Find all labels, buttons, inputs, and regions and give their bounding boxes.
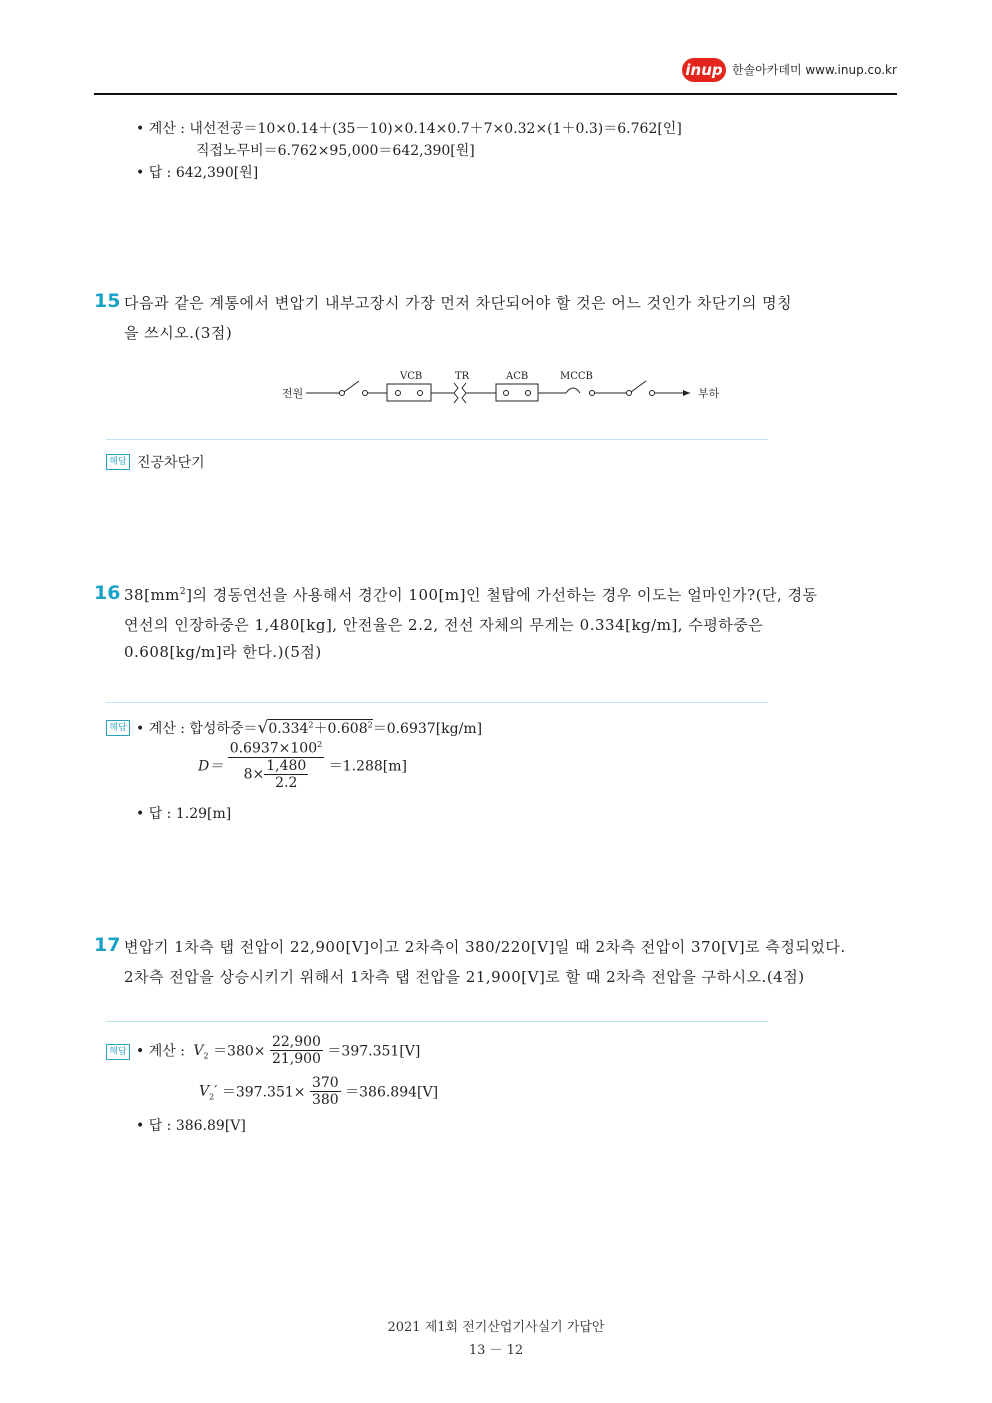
question-number-17: 17 <box>94 934 121 956</box>
q16-calc-line2: D＝ $0.6937\times 100^2$ 8× $\frac{1,480}{2.2}$ ＝1.288[m] <box>198 740 407 791</box>
q17-text-line1: 변압기 1차측 탭 전압이 22,900[V]이고 2차측이 380/220[V]일 때 2차측 전압이 370[V]로 측정되었다. <box>124 938 846 956</box>
footer-title: 2021 제1회 전기산업기사실기 가답안 <box>387 1320 605 1335</box>
q17-calc-line2: $V_2' =397.351\times$ $\frac{370}{380}$ ＝386.894[V] <box>199 1075 439 1108</box>
q17-calc-line1: • 계산 : $V_2 =380\times$ $\frac{22,900}{21,900}$ ＝397.351[V] <box>136 1034 421 1067</box>
q15-text-line2: 을 쓰시오.(3점) <box>124 324 233 342</box>
label-acb: ACB <box>506 371 529 382</box>
answer-badge: 해답 <box>106 1044 130 1060</box>
q16-answer: • 답 : 1.29[m] <box>136 806 232 822</box>
header-rule <box>94 93 897 95</box>
page-number: 13 － 12 <box>468 1343 524 1358</box>
q14-calc-line1: • 계산 : 내선전공＝10×0.14＋(35－10)×0.14×0.7＋7×0.32×(1＋0.3)＝6.762[인] <box>136 121 682 137</box>
q15-text-line1: 다음과 같은 계통에서 변압기 내부고장시 가장 먼저 차단되어야 할 것은 어느 것인가 차단기의 명칭 <box>124 294 793 312</box>
answer-badge: 해답 <box>106 454 130 470</box>
header-text: 한솔아카데미 www.inup.co.kr <box>732 63 897 77</box>
question-number-15: 15 <box>94 290 121 312</box>
q14-calc-line2: 직접노무비＝6.762×95,000＝642,390[원] <box>196 143 475 159</box>
separator <box>106 702 768 703</box>
q16-text-line3: 0.608[kg/m]라 한다.)(5점) <box>124 643 322 661</box>
q16-text-line1: $38[mm^2]$의 경동연선을 사용해서 경간이 100[m]인 철탑에 가선하는 경우 이도는 얼마인가?(단, 경동 <box>124 586 818 604</box>
inup-logo: inup <box>682 58 726 82</box>
q15-answer: 진공차단기 <box>137 455 205 471</box>
question-number-16: 16 <box>94 582 121 604</box>
q17-answer: • 답 : 386.89[V] <box>136 1118 246 1134</box>
label-tr: TR <box>455 371 470 382</box>
answer-badge: 해답 <box>106 720 130 736</box>
separator <box>106 1021 768 1022</box>
q14-answer: • 답 : 642,390[원] <box>136 165 259 181</box>
load-label: 부하 <box>698 387 720 400</box>
label-mccb: MCCB <box>560 371 593 382</box>
q17-text-line2: 2차측 전압을 상승시키기 위해서 1차측 탭 전압을 21,900[V]로 할 때 2차측 전압을 구하시오.(4점) <box>124 968 805 986</box>
circuit-diagram <box>270 364 730 410</box>
sag-fraction: $0.6937\times 100^2$ 8× $\frac{1,480}{2.2}$ <box>229 740 323 791</box>
separator <box>106 439 768 440</box>
source-label: 전원 <box>282 387 304 400</box>
q16-calc-line1: • 계산 : 합성하중$=√0.334^2+0.608^2=0.6937[kg/m]$ <box>136 718 483 738</box>
q16-text-line2: 연선의 인장하중은 1,480[kg], 안전율은 2.2, 전선 자체의 무게는 0.334[kg/m], 수평하중은 <box>124 616 764 634</box>
label-vcb: VCB <box>400 371 423 382</box>
